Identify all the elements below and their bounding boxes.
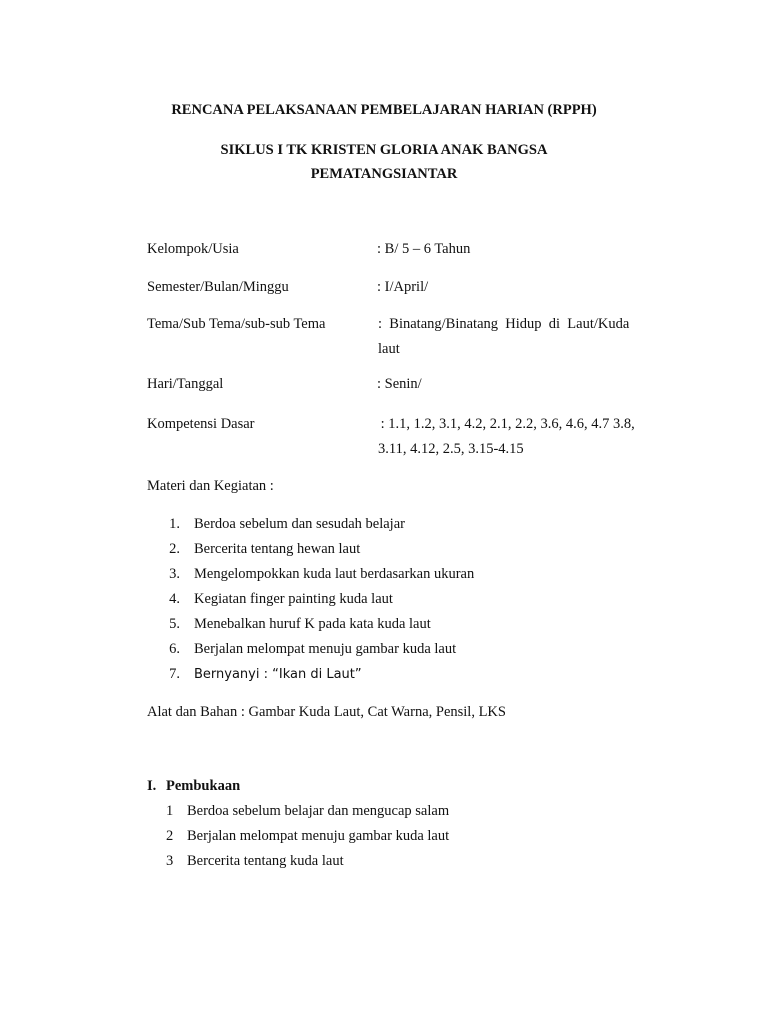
alat-bahan: Alat dan Bahan : Gambar Kuda Laut, Cat Warna, Pensil, LKS <box>147 704 506 720</box>
pembukaan-item-num: 3 <box>166 853 174 869</box>
info-label-tema: Tema/Sub Tema/sub-sub Tema <box>147 316 326 332</box>
document-title: RENCANA PELAKSANAAN PEMBELAJARAN HARIAN (RPPH) <box>171 102 597 118</box>
info-label-kelompok: Kelompok/Usia <box>147 241 239 257</box>
info-value-kompetensi-cont: 3.11, 4.12, 2.5, 3.15-4.15 <box>378 441 524 457</box>
pembukaan-item-text: Berdoa sebelum belajar dan mengucap salam <box>187 803 450 819</box>
materi-item-num: 6. <box>169 641 180 657</box>
info-label-hari: Hari/Tanggal <box>147 376 224 392</box>
info-value-kelompok: : B/ 5 – 6 Tahun <box>377 241 471 257</box>
pembukaan-item-num: 2 <box>166 828 174 844</box>
document-subtitle-line1: SIKLUS I TK KRISTEN GLORIA ANAK BANGSA <box>220 142 548 158</box>
materi-item-num: 1. <box>169 516 180 532</box>
materi-item-song: “Ikan di Laut” <box>272 667 362 682</box>
document-subtitle-line2: PEMATANGSIANTAR <box>310 166 458 182</box>
materi-item-text: Berjalan melompat menuju gambar kuda laut <box>194 641 457 657</box>
info-value-semester: : I/April/ <box>377 279 429 295</box>
materi-item-num: 5. <box>169 616 180 632</box>
materi-item-prefix: Bernyanyi : <box>194 667 273 682</box>
info-value-kompetensi: : 1.1, 1.2, 3.1, 4.2, 2.1, 2.2, 3.6, 4.6, 4.7 3.8, <box>377 416 635 432</box>
info-value-tema-cont: laut <box>378 341 400 357</box>
info-value-hari: : Senin/ <box>377 376 422 392</box>
pembukaan-item-text: Bercerita tentang kuda laut <box>187 853 344 869</box>
info-label-semester: Semester/Bulan/Minggu <box>147 279 289 295</box>
materi-item-text <box>194 666 362 683</box>
materi-item-num: 2. <box>169 541 180 557</box>
materi-item-text: Kegiatan finger painting kuda laut <box>194 591 393 607</box>
materi-item-text: Mengelompokkan kuda laut berdasarkan ukuran <box>194 566 475 582</box>
materi-heading: Materi dan Kegiatan : <box>147 478 274 494</box>
materi-item-text: Berdoa sebelum dan sesudah belajar <box>194 516 405 532</box>
materi-item-num: 3. <box>169 566 180 582</box>
materi-item-num: 4. <box>169 591 180 607</box>
materi-item-text: Bercerita tentang hewan laut <box>194 541 361 557</box>
materi-item-num: 7. <box>169 666 180 682</box>
section-number: I. <box>147 778 157 794</box>
pembukaan-item-num: 1 <box>166 803 174 819</box>
materi-item-text: Menebalkan huruf K pada kata kuda laut <box>194 616 431 632</box>
section-heading: Pembukaan <box>166 778 241 794</box>
pembukaan-item-text: Berjalan melompat menuju gambar kuda laut <box>187 828 450 844</box>
info-label-kompetensi: Kompetensi Dasar <box>147 416 255 432</box>
info-value-tema: : Binatang/Binatang Hidup di Laut/Kuda <box>378 316 630 332</box>
